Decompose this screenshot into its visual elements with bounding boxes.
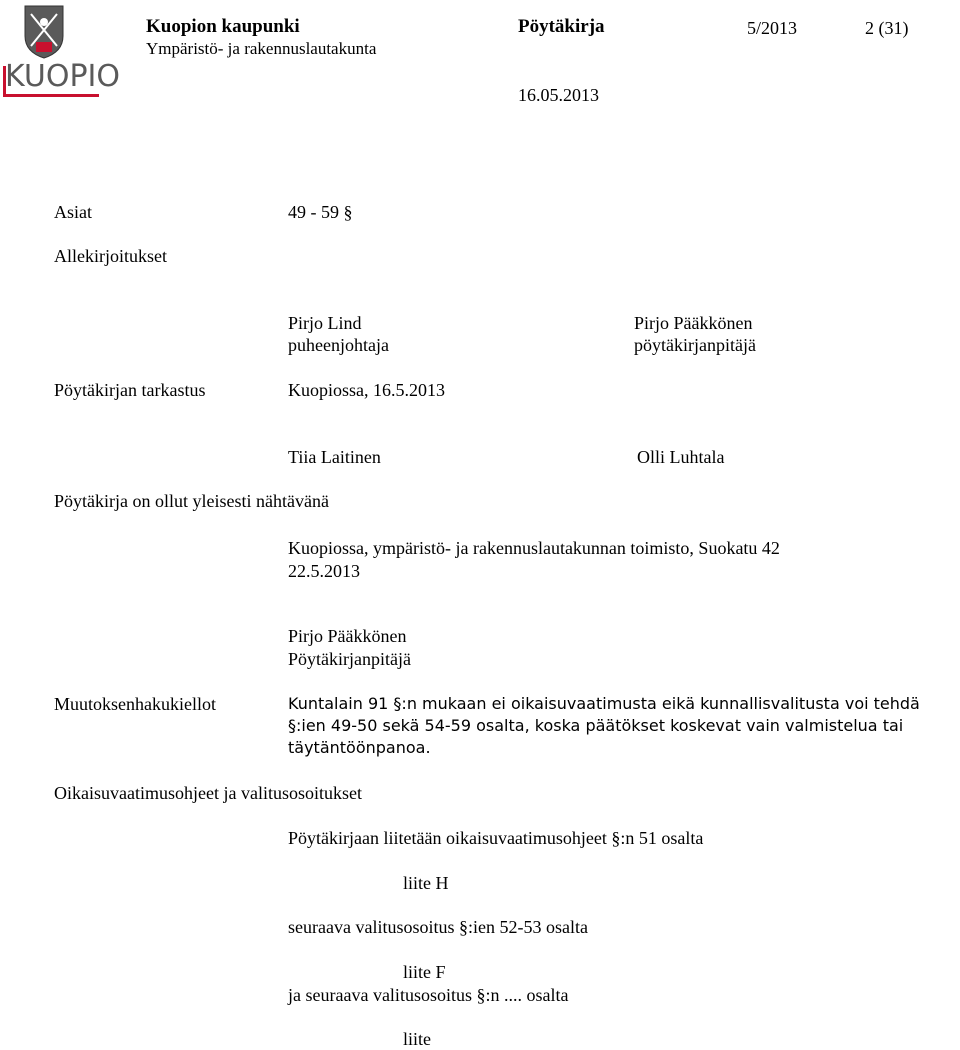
signer1-name: Pirjo Lind	[288, 313, 362, 333]
muutoksenhaku-text: Kuntalain 91 §:n mukaan ei oikaisuvaatimusta eikä kunnallisvalitusta voi tehdä §:ien 49-50 sekä 54-59 osalta, koska päätökset koskevat vain valmistelua tai täytäntöönpanoa.	[288, 694, 920, 757]
org-name: Kuopion kaupunki	[146, 16, 300, 37]
asiat-label: Asiat	[54, 202, 92, 222]
document-number: 5/2013	[747, 18, 798, 38]
muutoksenhaku-label: Muutoksenhakukiellot	[54, 694, 216, 714]
tarkastus-label: Pöytäkirjan tarkastus	[54, 380, 206, 400]
nahtavana-date: 22.5.2013	[288, 561, 360, 581]
ohjeet-attachment3: liite	[403, 1029, 431, 1049]
signer2-name: Pirjo Pääkkönen	[634, 313, 753, 333]
nahtavana-label: Pöytäkirja on ollut yleisesti nähtävänä	[54, 491, 329, 511]
signer1-role: puheenjohtaja	[288, 335, 389, 355]
ohjeet-line2: seuraava valitusosoitus §:ien 52-53 osalta	[288, 917, 588, 937]
nahtavana-place: Kuopiossa, ympäristö- ja rakennuslautakunnan toimisto, Suokatu 42	[288, 538, 780, 558]
nahtavana-signer-role: Pöytäkirjanpitäjä	[288, 649, 411, 669]
checker1-name: Tiia Laitinen	[288, 447, 381, 467]
allekirjoitukset-label: Allekirjoitukset	[54, 246, 167, 266]
committee-name: Ympäristö- ja rakennuslautakunta	[146, 39, 377, 58]
signer2-role: pöytäkirjanpitäjä	[634, 335, 756, 355]
meeting-date: 16.05.2013	[518, 85, 599, 105]
checker2-name: Olli Luhtala	[637, 447, 725, 467]
ohjeet-label: Oikaisuvaatimusohjeet ja valitusosoitukset	[54, 783, 362, 803]
ohjeet-attachment2: liite F	[403, 962, 446, 982]
ohjeet-line3: ja seuraava valitusosoitus §:n .... osalta	[288, 985, 569, 1005]
document-type: Pöytäkirja	[518, 16, 605, 37]
ohjeet-attachment1: liite H	[403, 873, 449, 893]
asiat-value: 49 - 59 §	[288, 202, 353, 222]
page-number: 2 (31)	[865, 18, 909, 38]
tarkastus-place-date: Kuopiossa, 16.5.2013	[288, 380, 445, 400]
kuopio-logo	[3, 2, 120, 100]
coat-of-arms-icon	[3, 2, 120, 100]
ohjeet-line1: Pöytäkirjaan liitetään oikaisuvaatimusohjeet §:n 51 osalta	[288, 828, 704, 848]
nahtavana-signer-name: Pirjo Pääkkönen	[288, 626, 407, 646]
logo-wordmark: KUOPIO	[5, 59, 120, 94]
